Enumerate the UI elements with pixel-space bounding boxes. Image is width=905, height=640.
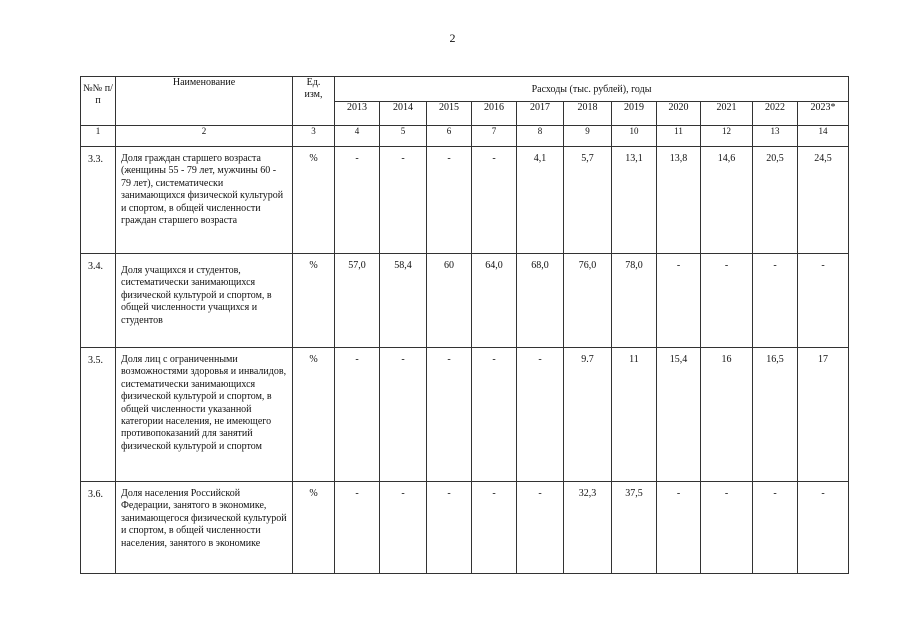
index-cell: 9 [564, 126, 612, 147]
value-cell: 11 [612, 348, 657, 482]
index-cell: 3 [293, 126, 335, 147]
value-cell: 68,0 [517, 254, 564, 348]
value-cell: - [335, 147, 380, 254]
year-cell: 2021 [701, 102, 753, 126]
value-cell: - [701, 254, 753, 348]
value-cell: - [701, 482, 753, 574]
table-row [81, 254, 849, 348]
index-cell: 11 [657, 126, 701, 147]
value-cell: 20,5 [753, 147, 798, 254]
value-cell: - [657, 482, 701, 574]
value-cell: - [380, 147, 427, 254]
year-cell: 2023* [798, 102, 849, 126]
value-cell: - [657, 254, 701, 348]
year-cell: 2017 [517, 102, 564, 126]
value-cell: 9.7 [564, 348, 612, 482]
indicator-name: Доля лиц с ограниченными возможностями здоровья и инвалидов, систематически занимающихся физической культурой и спортом, в общей численности указанной категории населения, не имеющего противопоказаний для занятий физической культурой и спортом [116, 348, 293, 482]
value-cell: - [472, 348, 517, 482]
value-cell: 24,5 [798, 147, 849, 254]
value-cell: - [427, 482, 472, 574]
indicator-name: Доля населения Российской Федерации, занятого в экономике, занимающегося физической культурой и спортом, в общей численности населения, занятого в экономике [116, 482, 293, 574]
value-cell: - [335, 482, 380, 574]
index-cell: 8 [517, 126, 564, 147]
year-cell: 2018 [564, 102, 612, 126]
index-cell: 14 [798, 126, 849, 147]
value-cell: - [798, 254, 849, 348]
year-cell: 2022 [753, 102, 798, 126]
value-cell: - [753, 254, 798, 348]
value-cell: 14,6 [701, 147, 753, 254]
header-expenses: Расходы (тыс. рублей), годы [335, 77, 849, 102]
indicator-name: Доля учащихся и студентов, систематически занимающихся физической культурой и спортом, в общей численности учащихся и студентов [116, 254, 293, 348]
year-cell: 2014 [380, 102, 427, 126]
index-cell: 6 [427, 126, 472, 147]
value-cell: 15,4 [657, 348, 701, 482]
unit-cell: % [293, 254, 335, 348]
year-cell: 2019 [612, 102, 657, 126]
index-cell: 13 [753, 126, 798, 147]
value-cell: 13,1 [612, 147, 657, 254]
value-cell: - [380, 348, 427, 482]
table-row [81, 348, 849, 482]
value-cell: 78,0 [612, 254, 657, 348]
index-cell: 1 [81, 126, 116, 147]
row-number: 3.3. [81, 147, 116, 254]
year-cell: 2013 [335, 102, 380, 126]
year-cell: 2016 [472, 102, 517, 126]
value-cell: 17 [798, 348, 849, 482]
value-cell: - [517, 348, 564, 482]
value-cell: - [427, 147, 472, 254]
unit-cell: % [293, 348, 335, 482]
value-cell: - [472, 147, 517, 254]
index-cell: 12 [701, 126, 753, 147]
value-cell: 37,5 [612, 482, 657, 574]
unit-cell: % [293, 147, 335, 254]
index-cell: 10 [612, 126, 657, 147]
table-row [81, 147, 849, 254]
row-number: 3.5. [81, 348, 116, 482]
value-cell: - [335, 348, 380, 482]
year-cell: 2020 [657, 102, 701, 126]
value-cell: 64,0 [472, 254, 517, 348]
value-cell: 4,1 [517, 147, 564, 254]
value-cell: 16 [701, 348, 753, 482]
header-name: Наименование [116, 77, 293, 126]
value-cell: - [753, 482, 798, 574]
value-cell: - [472, 482, 517, 574]
value-cell: 32,3 [564, 482, 612, 574]
value-cell: - [798, 482, 849, 574]
index-cell: 4 [335, 126, 380, 147]
year-cell: 2015 [427, 102, 472, 126]
header-unit: Ед. изм, [293, 77, 335, 126]
column-index-row [81, 126, 849, 147]
value-cell: - [427, 348, 472, 482]
value-cell: 13,8 [657, 147, 701, 254]
row-number: 3.4. [81, 254, 116, 348]
index-cell: 2 [116, 126, 293, 147]
value-cell: 76,0 [564, 254, 612, 348]
value-cell: - [517, 482, 564, 574]
value-cell: 16,5 [753, 348, 798, 482]
indicators-table [80, 76, 849, 574]
unit-cell: % [293, 482, 335, 574]
indicator-name: Доля граждан старшего возраста (женщины 55 - 79 лет, мужчины 60 - 79 лет), систематически занимающихся физической культурой и спортом, в общей численности граждан старшего возраста [116, 147, 293, 254]
index-cell: 5 [380, 126, 427, 147]
page-number: 2 [449, 31, 456, 45]
header-num: №№ п/п [81, 77, 116, 126]
value-cell: 5,7 [564, 147, 612, 254]
value-cell: 57,0 [335, 254, 380, 348]
value-cell: 60 [427, 254, 472, 348]
row-number: 3.6. [81, 482, 116, 574]
table-row [81, 482, 849, 574]
index-cell: 7 [472, 126, 517, 147]
value-cell: 58,4 [380, 254, 427, 348]
value-cell: - [380, 482, 427, 574]
